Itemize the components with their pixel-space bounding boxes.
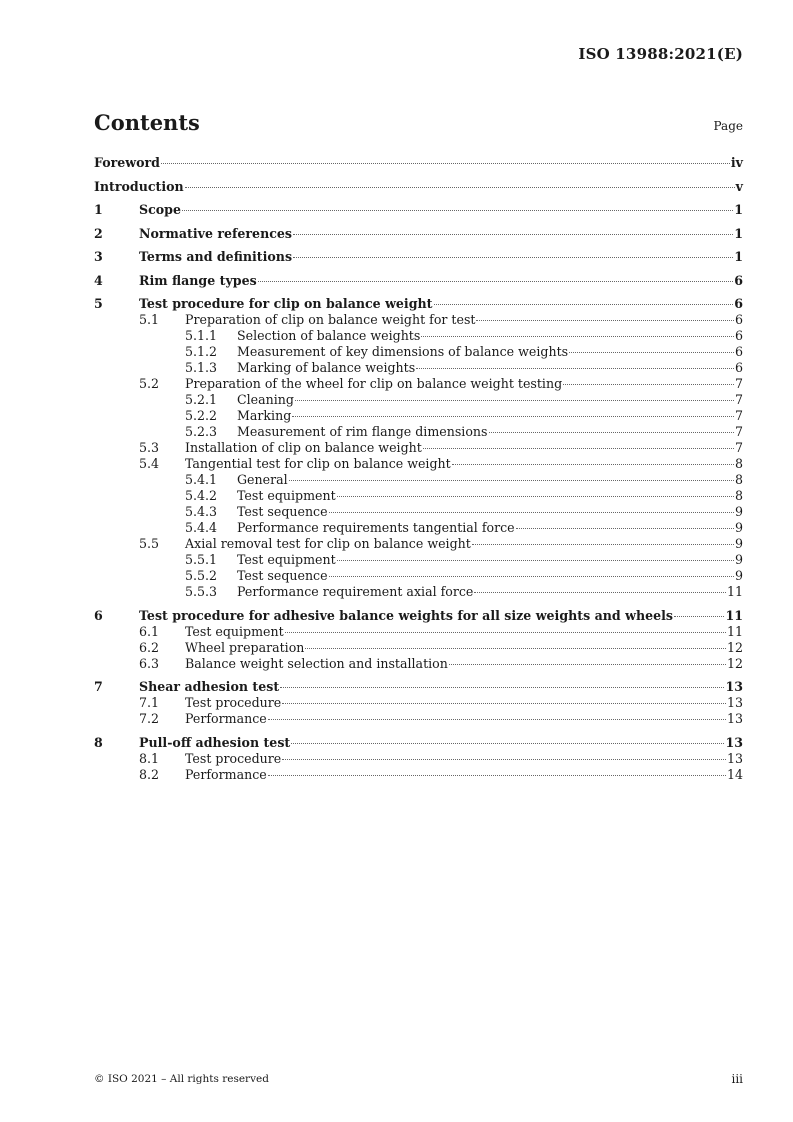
- toc-entry-title[interactable]: Test equipment: [237, 488, 336, 503]
- toc-entry-page: v: [735, 178, 743, 194]
- toc-entry-page: 7: [734, 424, 743, 439]
- toc-entry[interactable]: [94, 202, 743, 218]
- toc-entry-page: 1: [734, 225, 743, 241]
- toc-entry-number: 5.5.3: [185, 584, 218, 599]
- dot-leader: [285, 632, 726, 633]
- toc-entry[interactable]: [94, 472, 743, 488]
- dot-leader: [674, 616, 724, 617]
- toc-entry-number: 7: [94, 679, 103, 694]
- toc-entry[interactable]: [94, 552, 743, 568]
- toc-entry-title[interactable]: Measurement of rim flange dimensions: [237, 424, 488, 439]
- toc-entry-title[interactable]: Selection of balance weights: [237, 328, 421, 343]
- toc-entry[interactable]: [94, 179, 743, 195]
- dot-leader: [476, 320, 734, 321]
- dot-leader: [329, 512, 734, 513]
- dot-leader: [258, 281, 734, 282]
- toc-entry-number: 5.4.2: [185, 488, 218, 503]
- toc-entry[interactable]: [94, 711, 743, 727]
- dot-leader: [563, 384, 734, 385]
- dot-leader: [452, 464, 734, 465]
- dot-leader: [280, 687, 724, 688]
- toc-entry[interactable]: [94, 376, 743, 392]
- toc-entry[interactable]: [94, 504, 743, 520]
- toc-entry-page: iv: [730, 155, 743, 170]
- toc-entry-title[interactable]: Test sequence: [237, 504, 328, 519]
- dot-leader: [282, 759, 726, 760]
- toc-entry-title[interactable]: Test procedure: [185, 695, 282, 710]
- dot-leader: [185, 187, 735, 188]
- toc-entry[interactable]: [94, 155, 743, 171]
- toc-entry-page: 14: [726, 766, 743, 782]
- toc-entry-title[interactable]: Marking: [237, 408, 292, 423]
- toc-entry[interactable]: [94, 536, 743, 552]
- toc-entry[interactable]: [94, 624, 743, 640]
- toc-entry-number: 5.5.2: [185, 568, 218, 583]
- toc-entry-number: 7.2: [139, 711, 160, 726]
- dot-leader: [268, 719, 726, 720]
- dot-leader: [516, 528, 734, 529]
- toc-entry-title[interactable]: Preparation of the wheel for clip on balance weight testing: [185, 376, 563, 391]
- toc-entry-title[interactable]: Cleaning: [237, 392, 294, 407]
- toc-entry-number: 5.2.1: [185, 392, 218, 407]
- toc-entry-page: 1: [734, 202, 743, 217]
- toc-entry-number: 5.5.1: [185, 552, 218, 567]
- toc-entry-title[interactable]: Performance requirement axial force: [237, 584, 474, 599]
- toc-entry-page: 12: [726, 639, 743, 655]
- dot-leader: [293, 257, 733, 258]
- toc-entry-number: 5.1.1: [185, 328, 218, 343]
- toc-entry-page: 9: [734, 568, 743, 583]
- toc-entry-page: 11: [726, 623, 743, 639]
- toc-entry-number: 5.2: [139, 376, 160, 391]
- toc-entry[interactable]: [94, 226, 743, 242]
- toc-entry[interactable]: [94, 767, 743, 783]
- toc-entry[interactable]: [94, 456, 743, 472]
- toc-entry-page: 9: [734, 520, 743, 535]
- toc-entry-title[interactable]: Wheel preparation: [185, 639, 305, 655]
- toc-entry-title[interactable]: Rim flange types: [139, 272, 257, 288]
- toc-entry-page: 9: [734, 504, 743, 519]
- toc-entry-title[interactable]: Shear adhesion test: [139, 679, 280, 694]
- toc-entry-number: 8.2: [139, 766, 160, 782]
- toc-entry-number: 5.5: [139, 536, 160, 551]
- copyright-notice: © ISO 2021 – All rights reserved: [94, 1073, 269, 1085]
- dot-leader: [292, 416, 734, 417]
- dot-leader: [282, 703, 726, 704]
- toc-entry[interactable]: [94, 296, 743, 312]
- dot-leader: [293, 234, 733, 235]
- toc-entry[interactable]: [94, 751, 743, 767]
- dot-leader: [423, 448, 734, 449]
- toc-entry-page: 8: [734, 472, 743, 487]
- toc-entry-number: 5.3: [139, 440, 160, 455]
- toc-entry-page: 7: [734, 408, 743, 423]
- toc-entry-number: 5.4.3: [185, 504, 218, 519]
- toc-entry-title[interactable]: Test sequence: [237, 568, 328, 583]
- dot-leader: [329, 576, 734, 577]
- toc-entry-number: 7.1: [139, 695, 160, 710]
- toc-entry[interactable]: [94, 360, 743, 376]
- toc-entry-title[interactable]: Introduction: [94, 178, 184, 194]
- toc-entry-page: 6: [734, 296, 743, 311]
- toc-entry-title[interactable]: Normative references: [139, 225, 293, 241]
- toc-entry-title[interactable]: Test equipment: [237, 552, 336, 567]
- contents-heading: Contents: [94, 110, 200, 135]
- toc-entry[interactable]: [94, 488, 743, 504]
- toc-entry-title[interactable]: Tangential test for clip on balance weight: [185, 456, 451, 471]
- toc-entry-number: 4: [94, 272, 103, 288]
- toc-entry-page: 7: [734, 392, 743, 407]
- toc-entry-title[interactable]: Measurement of key dimensions of balance weights: [237, 344, 569, 359]
- toc-entry-title[interactable]: Performance: [185, 711, 267, 726]
- toc-entry-title[interactable]: Test equipment: [185, 623, 284, 639]
- toc-entry-title[interactable]: Axial removal test for clip on balance weight: [185, 536, 471, 551]
- toc-entry-page: 13: [725, 734, 743, 750]
- toc-entry-page: 7: [734, 440, 743, 455]
- toc-entry-title[interactable]: Scope: [139, 202, 181, 217]
- toc-entry-page: 6: [734, 344, 743, 359]
- toc-entry[interactable]: [94, 424, 743, 440]
- toc-entry-page: 11: [726, 584, 743, 599]
- toc-entry-page: 13: [725, 679, 743, 694]
- page-column-label: Page: [713, 119, 743, 133]
- toc-entry-title[interactable]: Preparation of clip on balance weight for test: [185, 312, 476, 327]
- toc-entry-number: 5.1.2: [185, 344, 218, 359]
- dot-leader: [489, 432, 734, 433]
- toc-entry-number: 5.4: [139, 456, 160, 471]
- table-of-contents: [94, 155, 743, 783]
- dot-leader: [337, 496, 734, 497]
- toc-entry[interactable]: [94, 249, 743, 265]
- toc-entry-page: 11: [725, 607, 743, 623]
- toc-entry[interactable]: [94, 312, 743, 328]
- toc-entry-title[interactable]: Performance: [185, 766, 267, 782]
- toc-entry-number: 5.1.3: [185, 360, 218, 375]
- toc-entry[interactable]: [94, 568, 743, 584]
- toc-entry-number: 2: [94, 225, 103, 241]
- dot-leader: [434, 304, 734, 305]
- toc-entry[interactable]: [94, 584, 743, 600]
- toc-entry[interactable]: [94, 408, 743, 424]
- toc-entry-number: 5.4.1: [185, 472, 218, 487]
- toc-entry-page: 1: [734, 249, 743, 264]
- dot-leader: [421, 336, 734, 337]
- dot-leader: [416, 368, 734, 369]
- toc-entry-title[interactable]: Pull-off adhesion test: [139, 734, 291, 750]
- toc-entry[interactable]: [94, 440, 743, 456]
- toc-entry-number: 5: [94, 296, 103, 311]
- toc-entry-page: 6: [734, 312, 743, 327]
- toc-entry-title[interactable]: General: [237, 472, 288, 487]
- toc-entry-page: 13: [726, 750, 743, 766]
- toc-entry-number: 6: [94, 607, 103, 623]
- toc-entry-page: 6: [734, 272, 743, 288]
- toc-entry-page: 13: [726, 695, 743, 710]
- toc-entry-title[interactable]: Foreword: [94, 155, 160, 170]
- toc-entry-number: 6.3: [139, 655, 160, 671]
- toc-entry-number: 5.2.3: [185, 424, 218, 439]
- toc-entry-page: 12: [726, 655, 743, 671]
- toc-entry[interactable]: [94, 273, 743, 289]
- toc-entry[interactable]: [94, 640, 743, 656]
- toc-entry-number: 6.1: [139, 623, 160, 639]
- toc-entry-title[interactable]: Marking of balance weights: [237, 360, 416, 375]
- toc-entry-page: 8: [734, 456, 743, 471]
- dot-leader: [472, 544, 734, 545]
- toc-entry[interactable]: [94, 608, 743, 624]
- toc-entry-title[interactable]: Balance weight selection and installation: [185, 655, 448, 671]
- toc-entry[interactable]: [94, 656, 743, 672]
- toc-entry-number: 8.1: [139, 750, 160, 766]
- toc-entry-number: 1: [94, 202, 103, 217]
- toc-entry-number: 6.2: [139, 639, 160, 655]
- toc-entry-page: 9: [734, 536, 743, 551]
- dot-leader: [295, 400, 734, 401]
- toc-entry-page: 13: [726, 711, 743, 726]
- toc-entry-page: 7: [734, 376, 743, 391]
- dot-leader: [449, 664, 726, 665]
- toc-entry-title[interactable]: Test procedure for clip on balance weight: [139, 296, 433, 311]
- toc-entry-title[interactable]: Installation of clip on balance weight: [185, 440, 422, 455]
- dot-leader: [161, 163, 730, 164]
- toc-entry[interactable]: [94, 520, 743, 536]
- toc-entry-page: 6: [734, 328, 743, 343]
- toc-entry[interactable]: [94, 679, 743, 695]
- dot-leader: [268, 775, 726, 776]
- toc-entry[interactable]: [94, 392, 743, 408]
- dot-leader: [337, 560, 734, 561]
- toc-entry[interactable]: [94, 328, 743, 344]
- toc-entry-number: 3: [94, 249, 103, 264]
- toc-entry-number: 5.1: [139, 312, 160, 327]
- toc-entry-number: 8: [94, 734, 103, 750]
- toc-entry-title[interactable]: Terms and definitions: [139, 249, 293, 264]
- dot-leader: [291, 743, 724, 744]
- toc-entry-page: 6: [734, 360, 743, 375]
- dot-leader: [305, 648, 726, 649]
- toc-entry-page: 9: [734, 552, 743, 567]
- document-id: ISO 13988:2021(E): [578, 45, 743, 63]
- dot-leader: [569, 352, 734, 353]
- toc-entry-number: 5.2.2: [185, 408, 218, 423]
- page-number: iii: [731, 1072, 743, 1086]
- dot-leader: [182, 210, 733, 211]
- toc-entry[interactable]: [94, 695, 743, 711]
- toc-entry-title[interactable]: Performance requirements tangential force: [237, 520, 515, 535]
- toc-entry-title[interactable]: Test procedure: [185, 750, 282, 766]
- toc-entry-title[interactable]: Test procedure for adhesive balance weights for all size weights and wheels: [139, 607, 673, 623]
- toc-entry[interactable]: [94, 735, 743, 751]
- toc-entry[interactable]: [94, 344, 743, 360]
- toc-entry-number: 5.4.4: [185, 520, 218, 535]
- dot-leader: [289, 480, 734, 481]
- toc-entry-page: 8: [734, 488, 743, 503]
- dot-leader: [474, 592, 726, 593]
